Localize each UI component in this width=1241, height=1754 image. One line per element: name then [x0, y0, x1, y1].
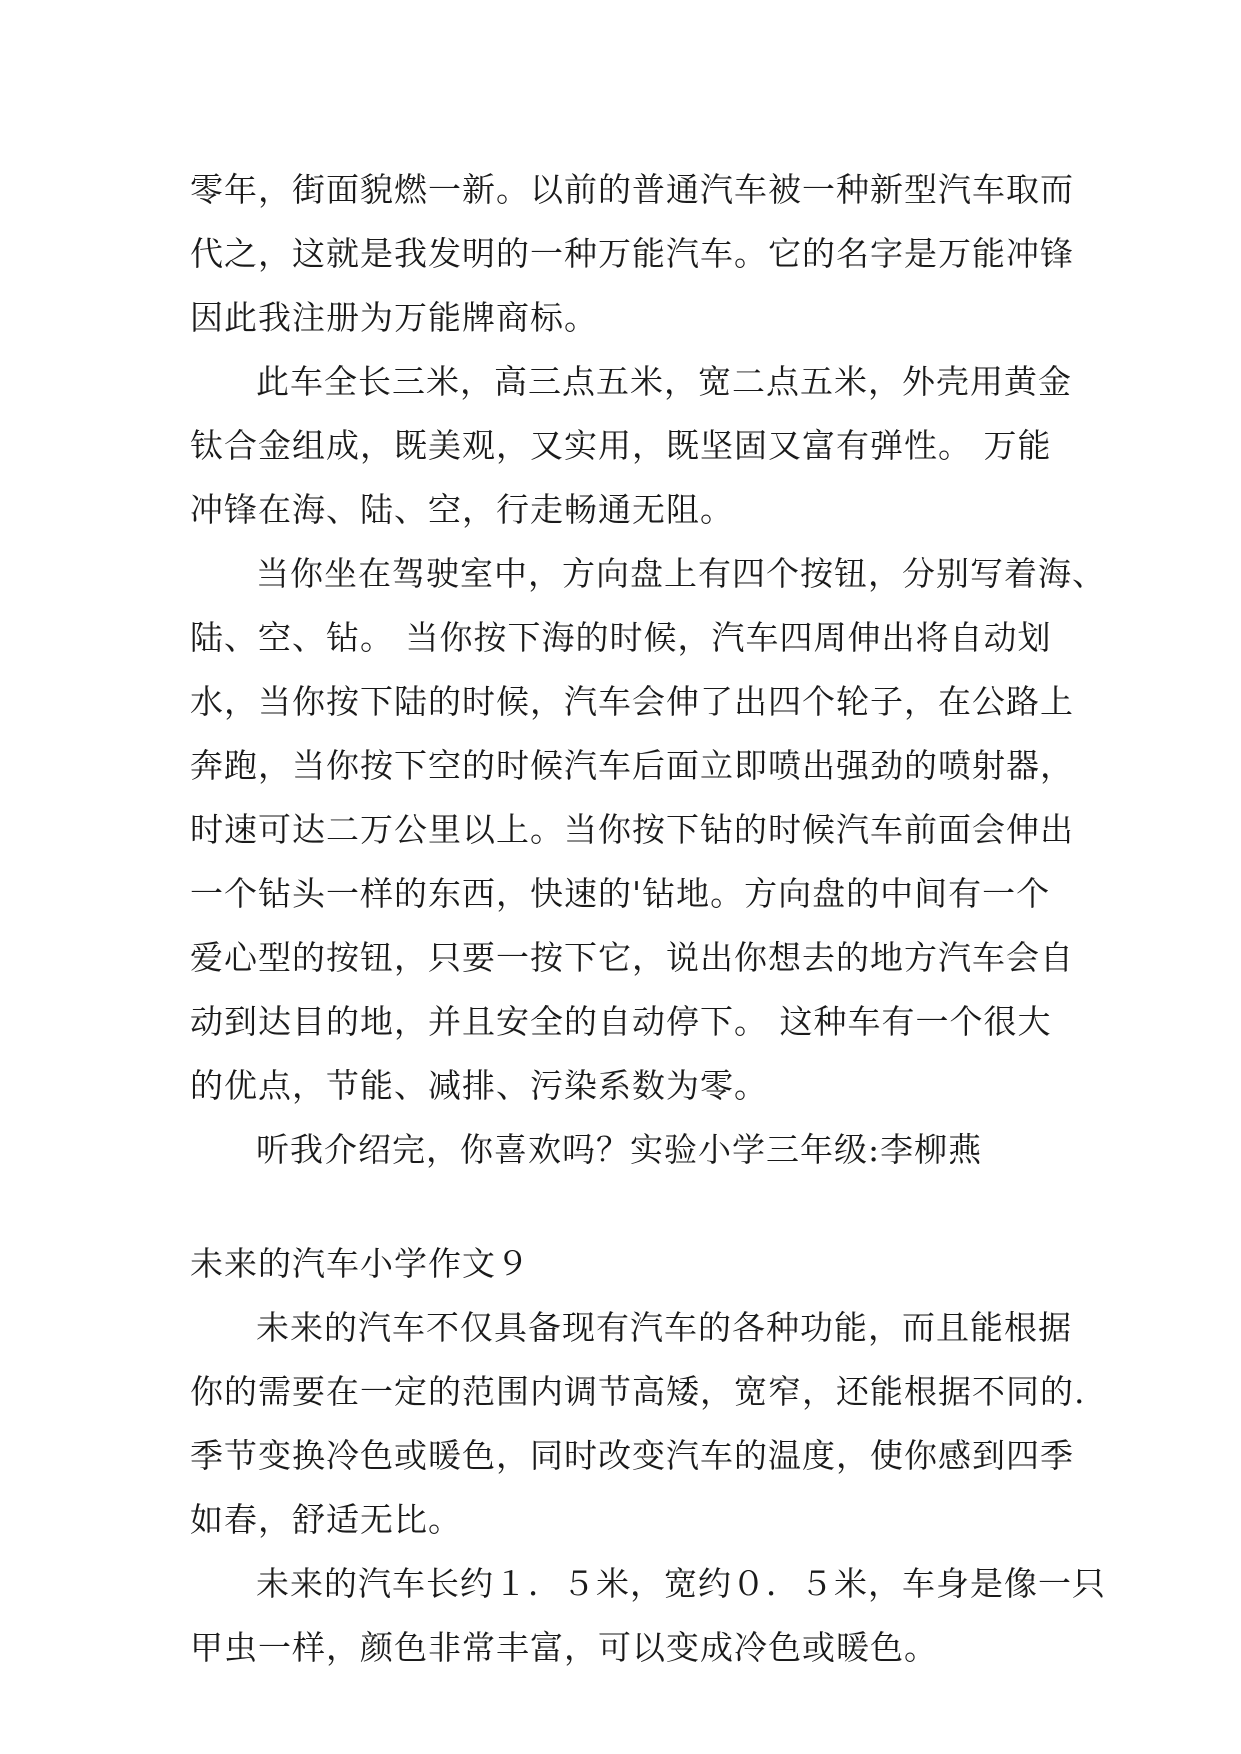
text-line: 奔跑，当你按下空的时候汽车后面立即喷出强劲的喷射器，: [190, 746, 1074, 785]
text-line: 陆、空、钻。 当你按下海的时候，汽车四周伸出将自动划: [190, 618, 1052, 657]
text-line: 季节变换冷色或暖色，同时改变汽车的温度，使你感到四季: [190, 1436, 1074, 1475]
text-line: 爱心型的按钮，只要一按下它，说出你想去的地方汽车会自: [190, 938, 1074, 977]
paragraph-2: [190, 350, 1070, 542]
text-line: 未来的汽车不仅具备现有汽车的各种功能，而且能根据: [256, 1308, 1072, 1347]
paragraph-3: [190, 542, 1106, 1118]
text-line: 未来的汽车长约１．５米，宽约０．５米，车身是像一只: [256, 1564, 1106, 1603]
paragraph-4: [190, 1118, 1070, 1182]
text-line: 一个钻头一样的东西，快速的'钻地。方向盘的中间有一个: [190, 874, 1051, 913]
text-line: 水，当你按下陆的时候，汽车会伸了出四个轮子，在公路上: [190, 682, 1074, 721]
text-line: 此车全长三米，高三点五米，宽二点五米，外壳用黄金: [256, 362, 1072, 401]
essay-title: 未来的汽车小学作文９: [190, 1244, 530, 1283]
text-line: 因此我注册为万能牌商标。: [190, 298, 598, 337]
text-line: 甲虫一样，颜色非常丰富，可以变成冷色或暖色。: [190, 1628, 938, 1667]
text-line: 听我介绍完，你喜欢吗？实验小学三年级:李柳燕: [256, 1130, 983, 1169]
document-body: [190, 158, 1106, 1680]
text-line: 动到达目的地，并且安全的自动停下。 这种车有一个很大: [190, 1002, 1052, 1041]
text-line: 你的需要在一定的范围内调节高矮，宽窄，还能根据不同的.: [190, 1372, 1086, 1411]
text-line: 代之，这就是我发明的一种万能汽车。它的名字是万能冲锋: [190, 234, 1074, 273]
text-line: 如春，舒适无比。: [190, 1500, 462, 1539]
paragraph-5: [190, 1296, 1086, 1552]
paragraph-1: [190, 158, 1074, 350]
text-line: 冲锋在海、陆、空，行走畅通无阻。: [190, 490, 734, 529]
text-line: 零年，街面貌燃一新。以前的普通汽车被一种新型汽车取而: [190, 170, 1074, 209]
paragraph-6: [190, 1552, 1106, 1680]
text-line: 钛合金组成，既美观，又实用，既坚固又富有弹性。 万能: [190, 426, 1052, 465]
section-spacer: [190, 1182, 1070, 1232]
text-line: 当你坐在驾驶室中，方向盘上有四个按钮，分别写着海、: [256, 554, 1106, 593]
text-line: 时速可达二万公里以上。当你按下钻的时候汽车前面会伸出: [190, 810, 1074, 849]
text-line: 的优点，节能、减排、污染系数为零。: [190, 1066, 768, 1105]
